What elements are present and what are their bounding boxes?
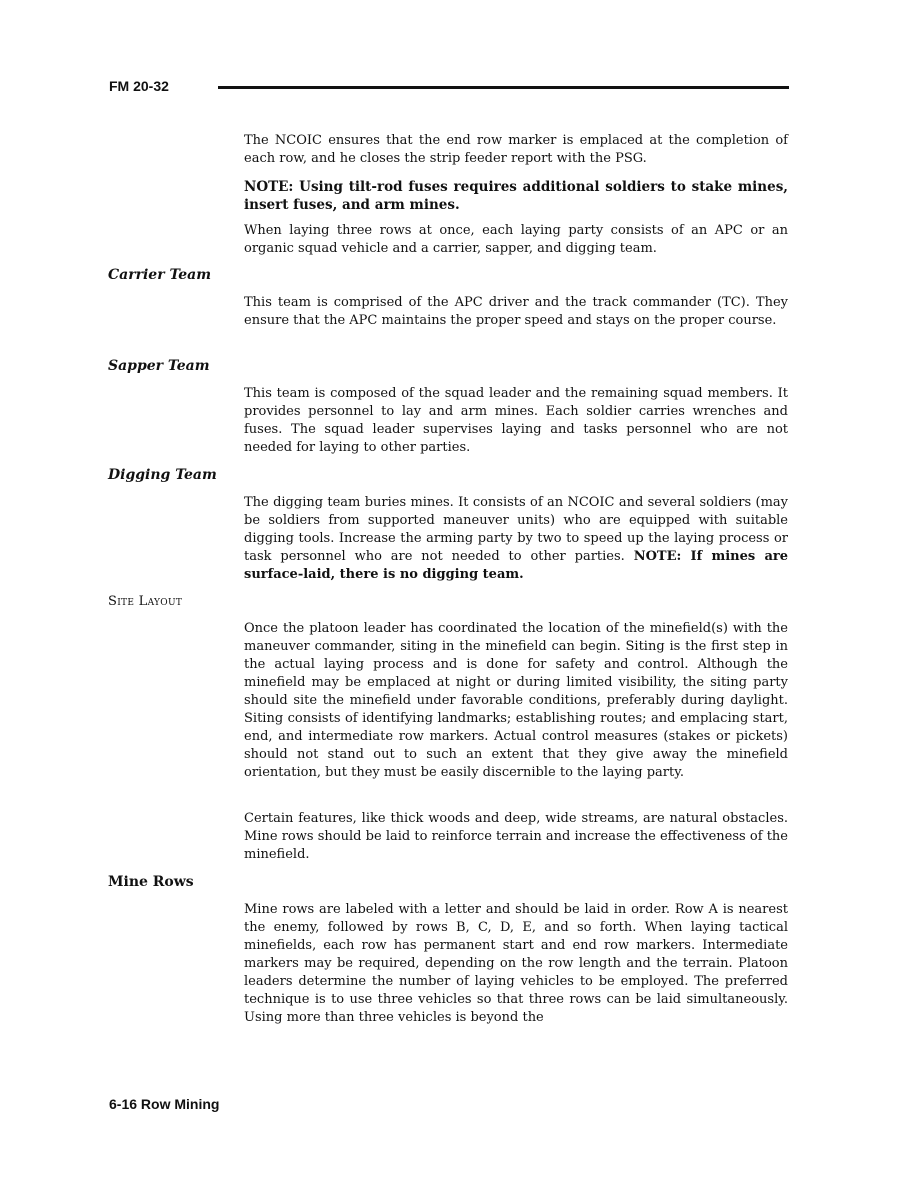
page-footer: 6-16 Row Mining: [109, 1096, 220, 1112]
digging-text: The digging team buries mines. It consists of an NCOIC and several soldiers (may be soldiers from supported maneuver units) who are equipped with suitable digging tools. Increase the arming party by two to speed up the laying process or task personnel who are not needed to other parties.: [244, 495, 788, 564]
paragraph-ncoic: The NCOIC ensures that the end row marker is emplaced at the completion of each row, and he closes the strip feeder report with the PSG.: [244, 133, 788, 166]
paragraph-sapper-team: This team is composed of the squad leader and the remaining squad members. It provides personnel to lay and arm mines. Each soldier carries wrenches and fuses. The squad leader supervises laying and tasks personnel who are not needed for laying to other parties.: [244, 386, 788, 455]
page-header: [109, 78, 789, 98]
paragraph-digging-team: [244, 494, 788, 584]
heading-site-layout: Site Layout: [108, 594, 183, 609]
paragraph-three-rows: When laying three rows at once, each laying party consists of an APC or an organic squad vehicle and a carrier, sapper, and digging team.: [244, 223, 788, 256]
note-tilt-rod: NOTE: Using tilt-rod fuses requires additional soldiers to stake mines, insert fuses, and arm mines.: [244, 179, 788, 213]
note-surface-laid: NOTE: If mines are surface-laid, there is no digging team.: [244, 549, 788, 582]
doc-id: FM 20-32: [109, 78, 169, 94]
header-rule: [218, 86, 789, 89]
paragraph-natural-obstacles: Certain features, like thick woods and deep, wide streams, are natural obstacles. Mine rows should be laid to reinforce terrain and increase the effectiveness of the minefield.: [244, 811, 788, 862]
heading-sapper-team: Sapper Team: [108, 358, 210, 374]
heading-digging-team: Digging Team: [108, 467, 217, 483]
paragraph-mine-rows: Mine rows are labeled with a letter and should be laid in order. Row A is nearest the enemy, followed by rows B, C, D, E, and so forth. When laying tactical minefields, each row has permanent start and end row markers. Intermediate markers may be required, depending on the row length and the terrain. Platoon leaders determine the number of laying vehicles to be employed. The preferred technique is to use three vehicles so that three rows can be laid simultaneously. Using more than three vehicles is beyond the: [244, 902, 788, 1025]
paragraph-carrier-team: This team is comprised of the APC driver and the track commander (TC). They ensure that the APC maintains the proper speed and stays on the proper course.: [244, 295, 788, 328]
heading-carrier-team: Carrier Team: [108, 267, 212, 283]
heading-mine-rows: Mine Rows: [108, 874, 194, 890]
paragraph-site-layout: Once the platoon leader has coordinated the location of the minefield(s) with the maneuver commander, siting in the minefield can begin. Siting is the first step in the actual laying process and is done for safety and control. Although the minefield may be emplaced at night or during limited visibility, the siting party should site the minefield under favorable conditions, preferably during daylight. Siting consists of identifying landmarks; establishing routes; and emplacing start, end, and intermediate row markers. Actual control measures (stakes or pickets) should not stand out to such an extent that they give away the minefield orientation, but they must be easily discernible to the laying party.: [244, 621, 788, 780]
